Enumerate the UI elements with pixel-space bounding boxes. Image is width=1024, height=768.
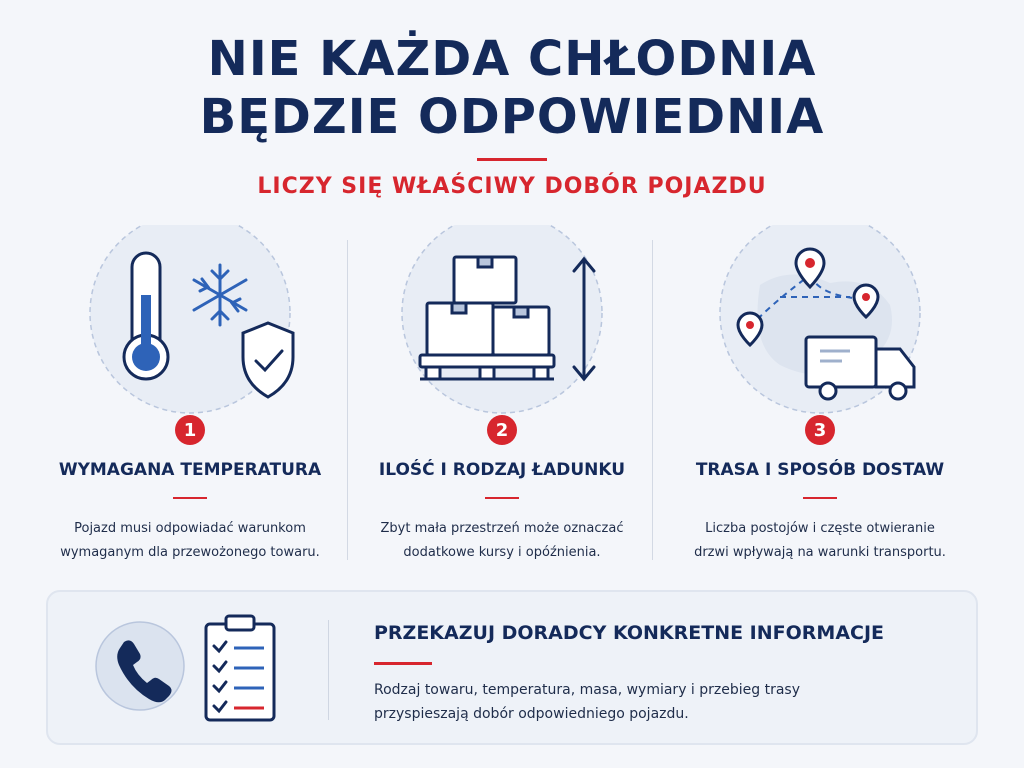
column-text-route: Liczba postojów i częste otwieranie drzwi wpływają na warunki transportu. — [694, 521, 946, 560]
column-title-temperature: WYMAGANA TEMPERATURA — [58, 460, 322, 480]
page-title — [0, 30, 1024, 146]
column-rule-1 — [173, 497, 207, 499]
column-route — [670, 225, 970, 565]
step-badge-2: 2 — [487, 415, 517, 445]
info-card-rule — [374, 662, 432, 665]
step-badge-3: 3 — [805, 415, 835, 445]
column-temperature — [40, 225, 340, 565]
column-title-route: TRASA I SPOSÓB DOSTAW — [695, 460, 945, 480]
card-divider — [328, 620, 329, 720]
temperature-illustration — [40, 225, 340, 425]
cargo-illustration — [352, 225, 652, 425]
column-cargo — [352, 225, 652, 565]
page-subtitle: LICZY SIĘ WŁAŚCIWY DOBÓR POJAZDU — [257, 174, 767, 199]
phone-icon — [96, 622, 184, 710]
column-rule-2 — [485, 497, 519, 499]
column-text-temperature: Pojazd musi odpowiadać warunkom wymaganym dla przewożonego towaru. — [60, 521, 320, 560]
column-rule-3 — [803, 497, 837, 499]
column-divider-1 — [347, 240, 348, 560]
title-divider — [477, 158, 547, 161]
thermometer-icon — [124, 253, 168, 379]
column-title-cargo: ILOŚĆ I RODZAJ ŁADUNKU — [378, 460, 626, 480]
info-card — [46, 590, 978, 745]
info-card-text: Rodzaj towaru, temperatura, masa, wymiary i przebieg trasy przyspieszają dobór odpowiedniego pojazdu. — [374, 682, 801, 722]
route-illustration — [670, 225, 970, 425]
title-line-1: NIE KAŻDA CHŁODNIA — [207, 31, 817, 87]
column-text-cargo: Zbyt mała przestrzeń może oznaczać dodatkowe kursy i opóźnienia. — [380, 521, 624, 560]
clipboard-checklist-icon — [206, 616, 274, 720]
column-divider-2 — [652, 240, 653, 560]
info-card-title: PRZEKAZUJ DORADCY KONKRETNE INFORMACJE — [374, 622, 885, 644]
title-line-2: BĘDZIE ODPOWIEDNIA — [199, 89, 825, 145]
step-badge-1: 1 — [175, 415, 205, 445]
